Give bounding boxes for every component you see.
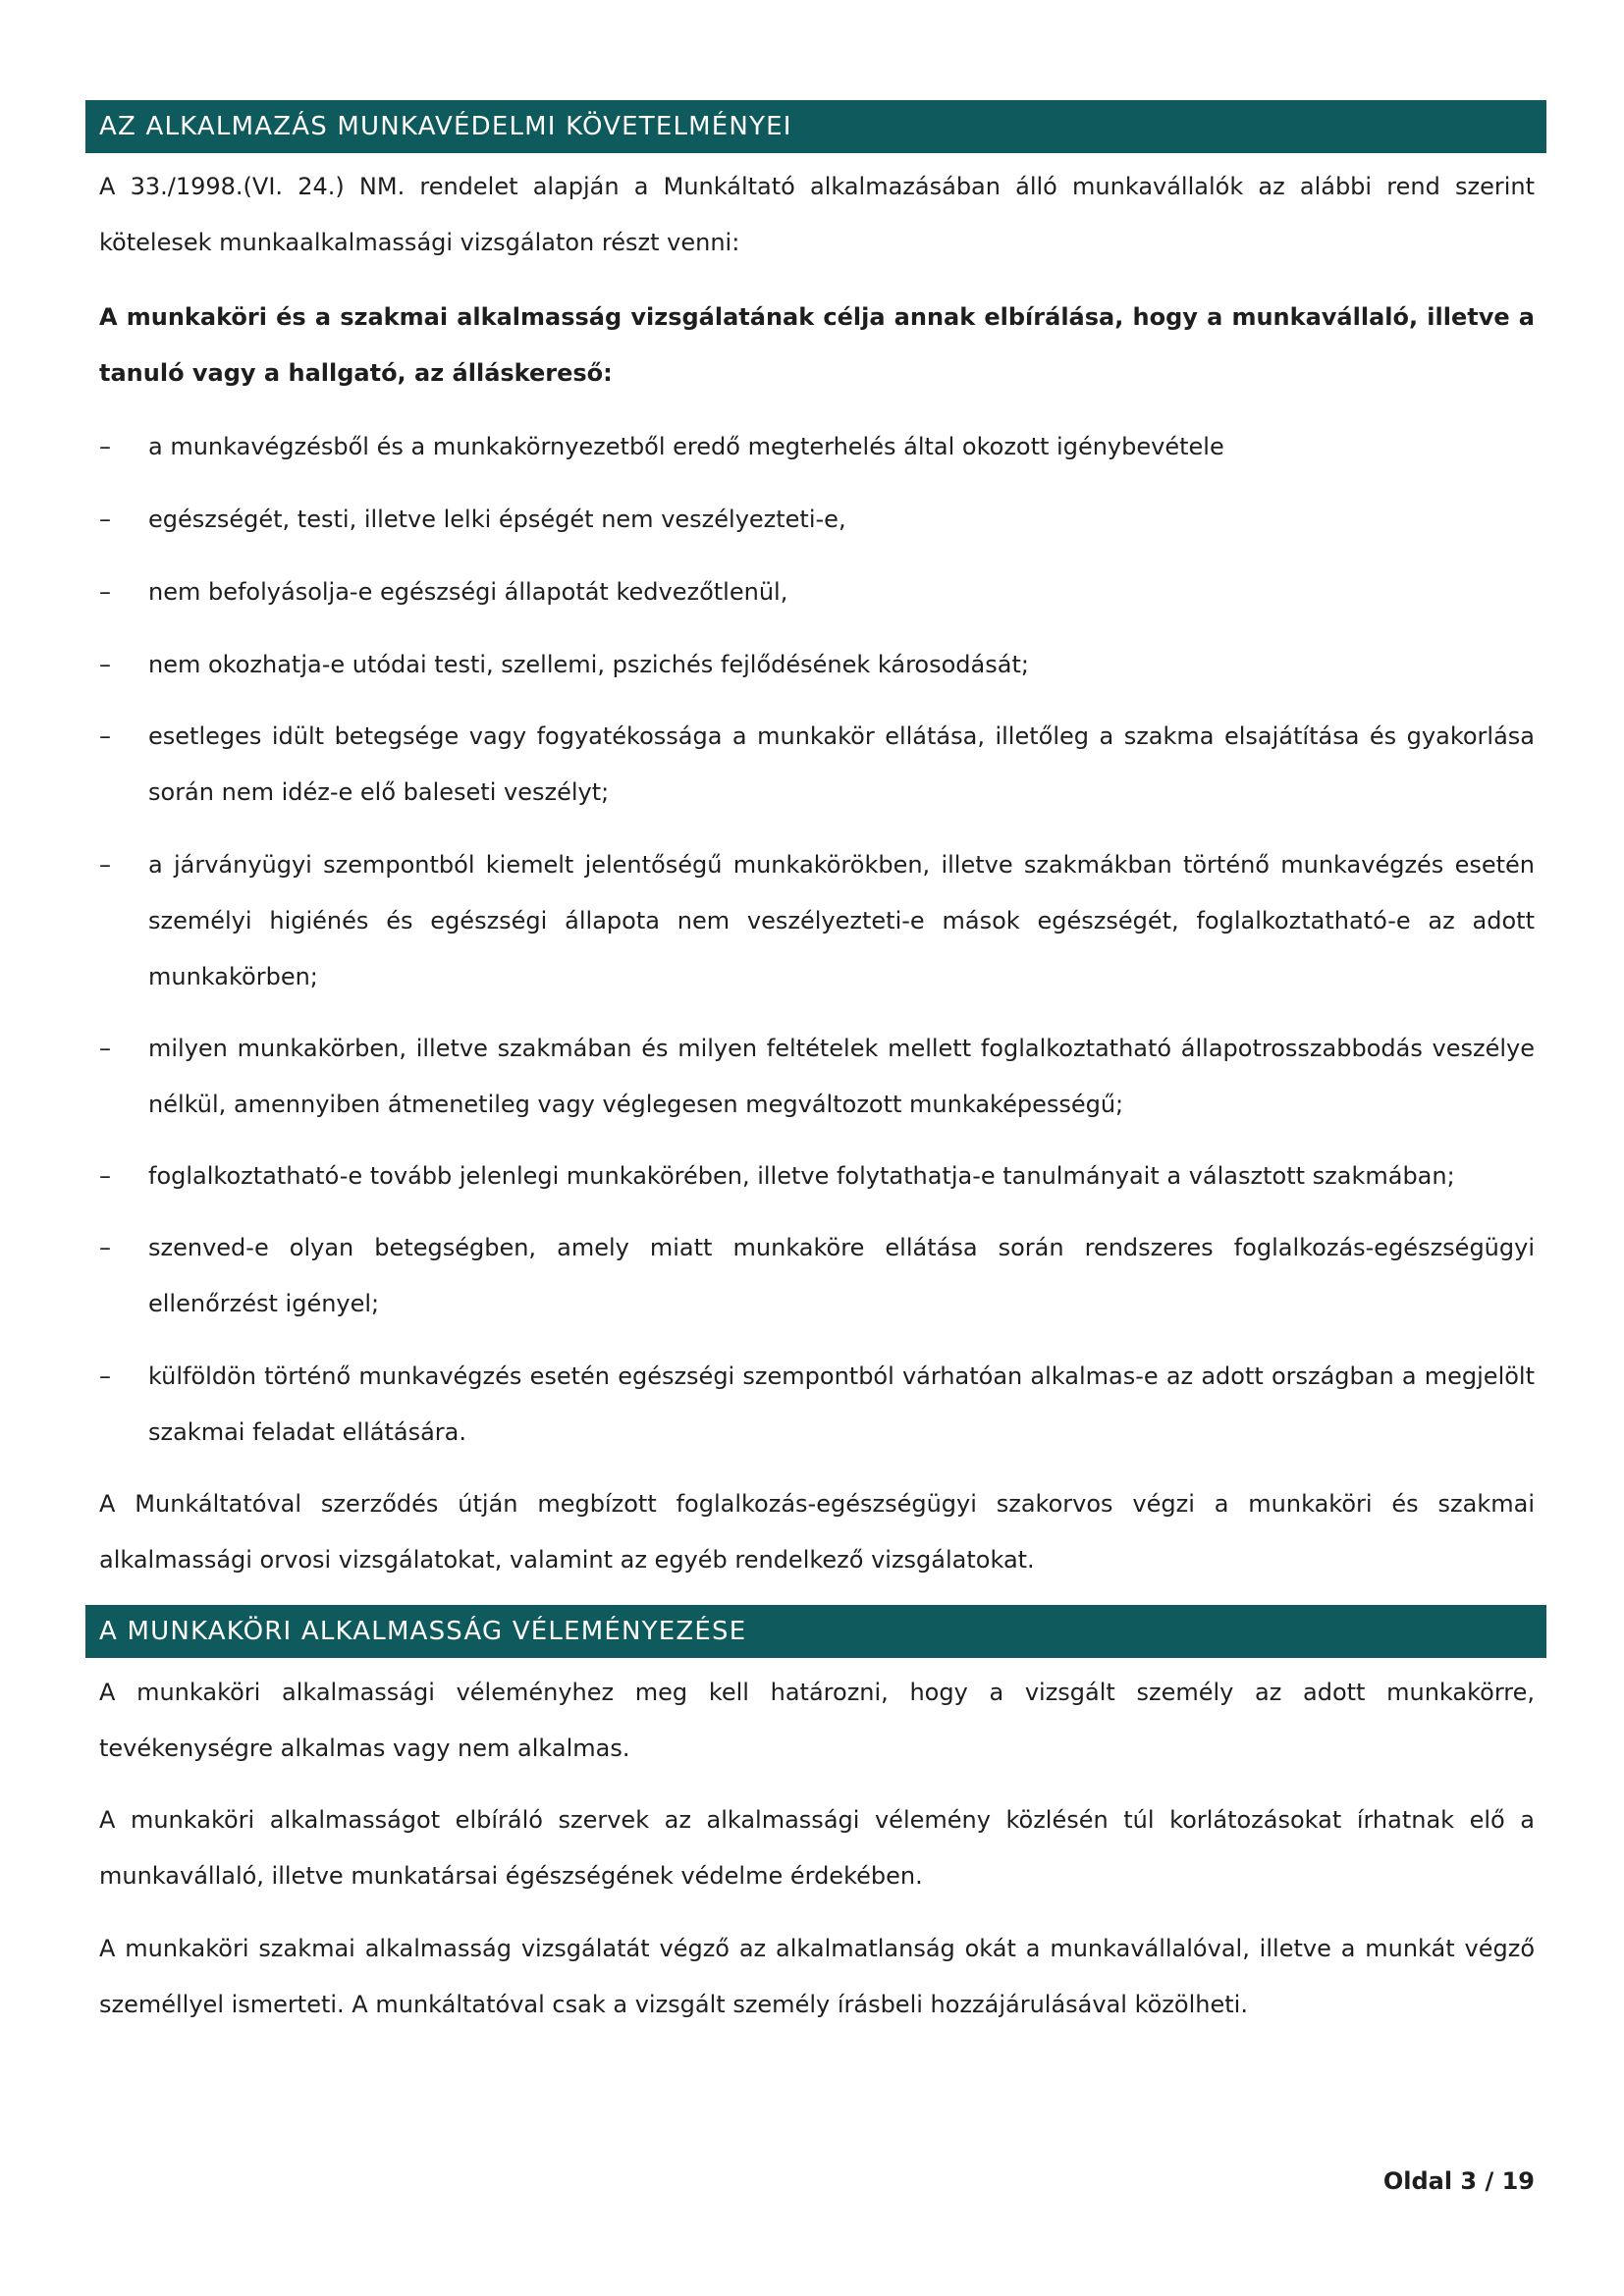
list-item-text: a munkavégzésből és a munkakörnyezetből eredő megterhelés által okozott igénybevétele [148,433,1224,460]
bullet-dash: – [99,433,111,460]
bullet-dash: – [99,1234,111,1261]
section-title: A MUNKAKÖRI ALKALMASSÁG VÉLEMÉNYEZÉSE [99,1617,747,1646]
section-title: AZ ALKALMAZÁS MUNKAVÉDELMI KÖVETELMÉNYEI [99,112,792,141]
list-item-text: nem okozhatja-e utódai testi, szellemi, pszichés fejlődésének károsodását; [148,651,1029,678]
list-item-text: külföldön történő munkavégzés esetén egészségi szempontból várhatóan alkalmas-e az adott országban a megjelölt szakmai feladat ellátására. [148,1362,1535,1446]
page-number: Oldal 3 / 19 [1382,2167,1535,2195]
list-item [99,637,1535,693]
list-item [99,1220,1535,1332]
list-item [99,1148,1535,1204]
list-item [99,564,1535,620]
intro-paragraph: A 33./1998.(VI. 24.) NM. rendelet alapján a Munkáltató alkalmazásában álló munkavállalók az alábbi rend szerint kötelesek munkaalkalmassági vizsgálaton részt venni: [99,173,1535,256]
bullet-dash: – [99,578,111,606]
list-item [99,492,1535,548]
list-item [99,419,1535,475]
purpose-paragraph: A munkaköri és a szakmai alkalmasság vizsgálatának célja annak elbírálása, hogy a munkavállaló, illetve a tanuló vagy a hallgató, az álláskereső: [99,303,1535,387]
bullet-dash: – [99,1362,111,1390]
bullet-dash: – [99,722,111,750]
list-item-text: a járványügyi szempontból kiemelt jelentőségű munkakörökben, illetve szakmákban történő munkavégzés esetén személyi higiénés és egészségi állapota nem veszélyezteti-e mások egészségét, foglalkoztatható-e az adott munkakörben; [148,851,1535,990]
section-header-assessment [85,1605,1546,1658]
closing-paragraph: A Munkáltatóval szerződés útján megbízott foglalkozás-egészségügyi szakorvos végzi a munkaköri és szakmai alkalmassági orvosi vizsgálatokat, valamint az egyéb rendelkező vizsgálatokat. [99,1490,1535,1574]
list-item-text: esetleges idült betegsége vagy fogyatékossága a munkakör ellátása, illetőleg a szakma elsajátítása és gyakorlása során nem idéz-e elő baleseti veszélyt; [148,722,1535,806]
section-header-requirements [85,100,1546,153]
assessment-paragraph: A munkaköri alkalmassági véleményhez meg kell határozni, hogy a vizsgált személy az adott munkakörre, tevékenységre alkalmas vagy nem alkalmas. [99,1679,1535,1762]
list-item-text: egészségét, testi, illetve lelki épségét nem veszélyezteti-e, [148,506,846,533]
bullet-dash: – [99,1035,111,1062]
bullet-dash: – [99,851,111,879]
disclosure-paragraph: A munkaköri szakmai alkalmasság vizsgálatát végző az alkalmatlanság okát a munkavállalóval, illetve a munkát végző személlyel ismerteti. A munkáltatóval csak a vizsgált személy írásbeli hozzájárulásával közölheti. [99,1935,1535,2018]
list-item-text: foglalkoztatható-e tovább jelenlegi munkakörében, illetve folytathatja-e tanulmányait a választott szakmában; [148,1162,1455,1190]
list-item [99,1349,1535,1461]
bullet-dash: – [99,1162,111,1190]
list-item [99,837,1535,1005]
list-item [99,1021,1535,1133]
list-item-text: milyen munkakörben, illetve szakmában és milyen feltételek mellett foglalkoztatható állapotrosszabbodás veszélye nélkül, amennyiben átmenetileg vagy véglegesen megváltozott munkaképességű; [148,1035,1535,1118]
list-item [99,709,1535,821]
restrictions-paragraph: A munkaköri alkalmasságot elbíráló szervek az alkalmassági vélemény közlésén túl korlátozásokat írhatnak elő a munkavállaló, illetve munkatársai égészségének védelme érdekében. [99,1806,1535,1890]
bullet-dash: – [99,506,111,533]
list-item-text: nem befolyásolja-e egészségi állapotát kedvezőtlenül, [148,578,788,606]
bullet-dash: – [99,651,111,678]
list-item-text: szenved-e olyan betegségben, amely miatt munkaköre ellátása során rendszeres foglalkozás-egészségügyi ellenőrzést igényel; [148,1234,1535,1317]
